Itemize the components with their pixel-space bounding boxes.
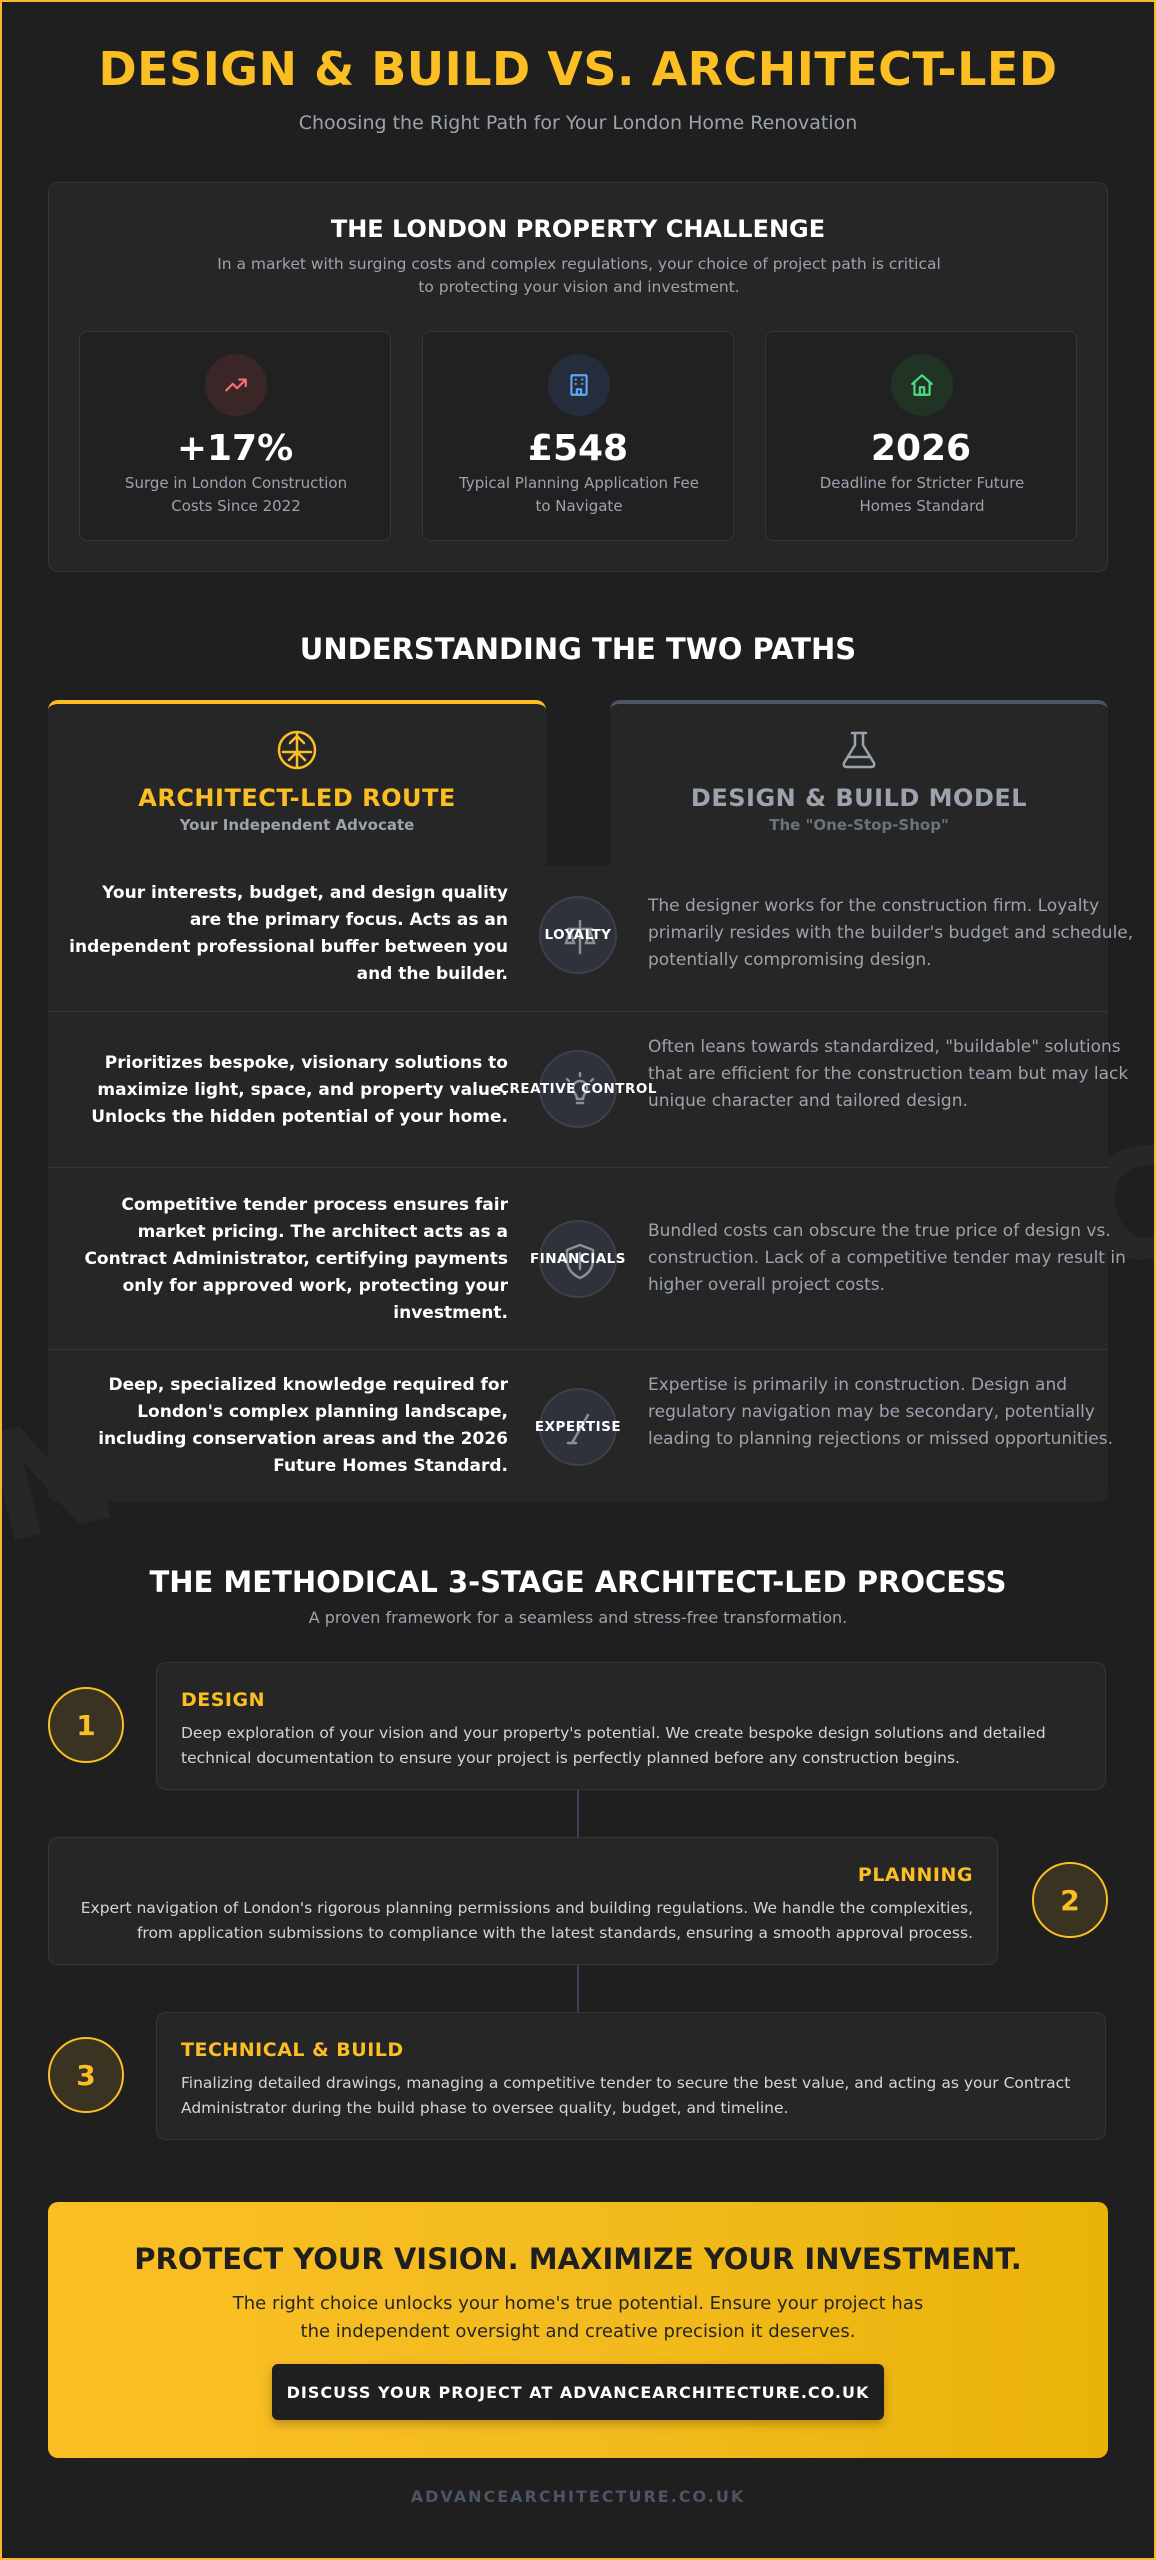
cta-description: The right choice unlocks your home's true potential. Ensure your project has the independent oversight and creative precision it deserves. (232, 2293, 924, 2342)
cta-section (48, 2202, 1108, 2458)
step-card-design (156, 1662, 1106, 1790)
step-number-1: 1 (48, 1687, 124, 1763)
row-label: EXPERTISE (534, 1419, 622, 1435)
stat-label: Surge in London Construction Costs Since 2022 (124, 474, 348, 515)
challenge-section (48, 182, 1108, 572)
comparison-row-financials (48, 1168, 1126, 1350)
cta-title: PROTECT YOUR VISION. MAXIMIZE YOUR INVESTMENT. (134, 2242, 1022, 2276)
step-number-3: 3 (48, 2037, 124, 2113)
step-number-2: 2 (1032, 1862, 1108, 1938)
page-title: DESIGN & BUILD VS. ARCHITECT-LED (98, 42, 1058, 96)
process-title: THE METHODICAL 3-STAGE ARCHITECT-LED PROCESS (149, 1565, 1007, 1599)
stat-value: +17% (176, 428, 294, 469)
comparison-row-loyalty (48, 866, 1134, 1012)
stat-value: 2026 (870, 428, 972, 469)
challenge-description: In a market with surging costs and complex regulations, your choice of project path is critical to protecting your vision and investment. (217, 255, 941, 296)
stat-value: £548 (527, 428, 629, 469)
home-icon (891, 354, 953, 416)
comparison-row-creative-control (48, 1012, 1129, 1168)
architect-route-tagline: Your Independent Advocate (179, 816, 415, 834)
design-build-text: The designer works for the construction firm. Loyalty primarily resides with the builder's budget and schedule, potentially compromising design. (648, 896, 1134, 970)
stat-card-fee (422, 331, 734, 541)
design-build-text: Bundled costs can obscure the true price of design vs. construction. Lack of a competitive tender may result in higher overall project costs. (648, 1221, 1126, 1295)
architect-route-card (48, 700, 546, 870)
step-card-technical-build (156, 2012, 1106, 2140)
design-build-name: DESIGN & BUILD MODEL (690, 784, 1028, 812)
architect-route-name: ARCHITECT-LED ROUTE (138, 784, 456, 812)
comparison-table (48, 866, 1134, 1502)
building-icon (548, 354, 610, 416)
architect-text: Competitive tender process ensures fair market pricing. The architect acts as a Contract Administrator, certifying payments only for approved work, protecting your investment. (84, 1195, 508, 1323)
design-build-card (610, 700, 1108, 870)
stat-card-cost (79, 331, 391, 541)
process-subtitle: A proven framework for a seamless and stress-free transformation. (308, 1608, 848, 1627)
challenge-title: THE LONDON PROPERTY CHALLENGE (330, 215, 826, 243)
stat-label: Deadline for Stricter Future Homes Standard (819, 474, 1025, 515)
row-label: CREATIVE CONTROL (499, 1081, 657, 1097)
stat-label: Typical Planning Application Fee to Navigate (459, 474, 699, 515)
architect-text: Prioritizes bespoke, visionary solutions to maximize light, space, and property value. Unlocks the hidden potential of your home. (91, 1053, 508, 1127)
row-label: FINANCIALS (530, 1251, 626, 1267)
comparison-row-expertise (48, 1350, 1114, 1502)
flask-icon (837, 728, 881, 772)
step-description: Finalizing detailed drawings, managing a competitive tender to secure the best value, and acting as your Contract Administrator during the build phase to oversee quality, budget, and timeline. (181, 2074, 1071, 2117)
page-subtitle: Choosing the Right Path for Your London Home Renovation (298, 112, 858, 134)
trending-up-icon (205, 354, 267, 416)
step-title: PLANNING (857, 1864, 973, 1886)
step-card-planning (48, 1837, 998, 1965)
design-build-tagline: The "One-Stop-Shop" (769, 816, 949, 834)
design-build-text: Expertise is primarily in construction. Design and regulatory navigation may be secondary, potentially leading to planning rejections or missed opportunities. (648, 1375, 1114, 1449)
compass-icon (275, 728, 319, 772)
architect-text: Deep, specialized knowledge required for London's complex planning landscape, including conservation areas and the 2026 Future Homes Standard. (98, 1375, 508, 1476)
design-build-text: Often leans towards standardized, "buildable" solutions that are efficient for the construction team but may lack unique character and tailored design. (648, 1037, 1129, 1111)
step-title: DESIGN (181, 1689, 266, 1711)
paths-title: UNDERSTANDING THE TWO PATHS (299, 632, 857, 666)
footer-link[interactable]: ADVANCEARCHITECTURE.CO.UK (410, 2487, 746, 2506)
step-description: Deep exploration of your vision and your property's potential. We create bespoke design solutions and detailed technical documentation to ensure your project is perfectly planned before any construction begins. (181, 1724, 1046, 1767)
discuss-project-button[interactable]: DISCUSS YOUR PROJECT AT ADVANCEARCHITECTURE.CO.UK (272, 2364, 884, 2420)
stat-card-deadline (765, 331, 1077, 541)
row-label: LOYALTY (544, 927, 612, 943)
step-description: Expert navigation of London's rigorous planning permissions and building regulations. We handle the complexities, from application submissions to compliance with the latest standards, ensuring a smooth approval process. (80, 1899, 973, 1942)
architect-text: Your interests, budget, and design quality are the primary focus. Acts as an independent professional buffer between you and the builder. (69, 883, 508, 984)
step-title: TECHNICAL & BUILD (181, 2039, 404, 2061)
